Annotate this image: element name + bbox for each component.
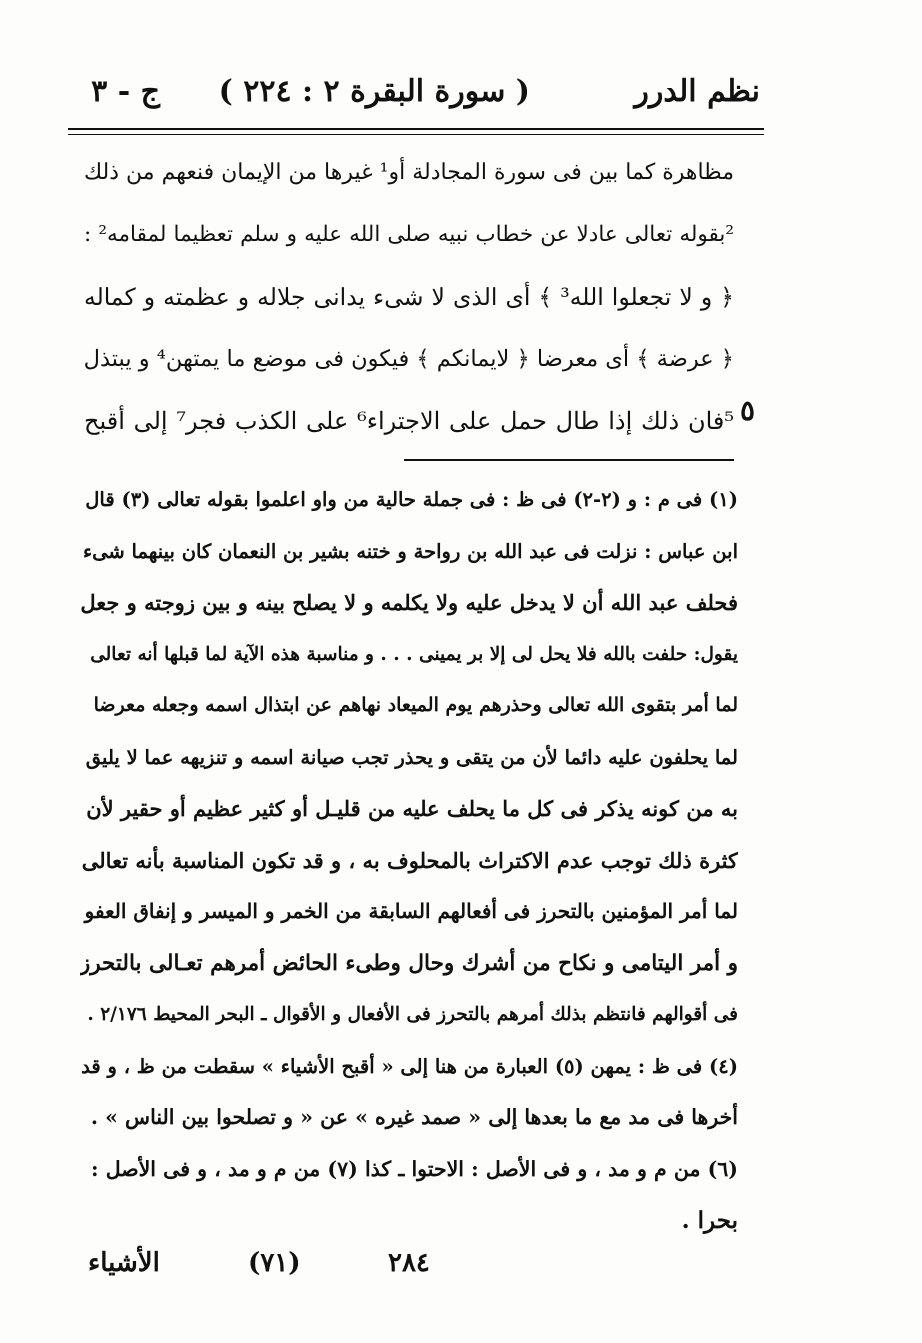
footnote-line: يقول: حلفت بالله فلا يحل لى إلا بر يمينى . . . و مناسبة هذه الآية لما قبلها أنه تعالى xyxy=(90,643,738,665)
footnote-line: فى أقوالهم فانتظم بذلك أمرهم بالتحرز فى الأفعال و الأقوال ـ البحر المحيط ٢/١٧٦ . xyxy=(87,1004,738,1025)
footnote-line: بحرا . xyxy=(681,1207,738,1234)
footnote-line: فحلف عبد الله أن لا يدخل عليه ولا يكلمه و لا يصلح بينه و بين زوجته و جعل xyxy=(80,590,738,615)
main-line: ﴿ و لا تجعلوا الله³ ﴾ أى الذى لا شىء يدانى جلاله و عظمته و كماله xyxy=(84,283,734,311)
footnote-line: لما يحلفون عليه دائما لأن من يتقى و يحذر تجب صيانة اسمه و تنزيهه عما لا يليق xyxy=(85,745,738,769)
footnote-line: لما أمر المؤمنين بالتحرز فى أفعالهم السابقة من الخمر و الميسر و إنفاق العفو xyxy=(84,899,738,923)
catchword: الأشياء xyxy=(88,1248,160,1278)
main-text xyxy=(84,142,734,452)
header-rule xyxy=(68,128,764,130)
main-line: ﴿ عرضة ﴾ أى معرضا ﴿ لايمانكم ﴾ فيكون فى موضع ما يمتهن⁴ و يبتذل xyxy=(83,346,734,372)
header-rule-thin xyxy=(68,134,764,135)
footnote-line: ابن عباس : نزلت فى عبد الله بن رواحة و ختنه بشير بن النعمان كان بينهما شىء xyxy=(82,539,738,563)
footnote-line: به من كونه يذكر فى كل ما يحلف عليه من قليـل أو كثير عظيم أو حقير لأن xyxy=(86,796,738,821)
footnote-line: (٤) فى ظ : يمهن (٥) العبارة من هنا إلى « أقبح الأشياء » سقطت من ظ ، و قد xyxy=(81,1054,738,1078)
page-footer xyxy=(80,1248,730,1288)
footnote-separator xyxy=(404,459,734,461)
book-title: نظم الدرر xyxy=(634,74,760,109)
page-number: ٢٨٤ xyxy=(388,1248,430,1278)
footnote-line: (٦) من م و مد ، و فى الأصل : الاحتوا ـ كذا (٧) من م و مد ، و فى الأصل : xyxy=(90,1156,738,1181)
footnote-line: لما أمر بتقوى الله تعالى وحذرهم يوم الميعاد نهاهم عن ابتذال اسمه وجعله معرضا xyxy=(93,694,738,716)
footnotes xyxy=(80,474,738,1247)
main-line: ⁵فان ذلك إذا طال حمل على الاجتراء⁶ على الكذب فجر⁷ إلى أقبح xyxy=(84,407,734,435)
line-number: ٥ xyxy=(740,394,756,427)
footnote-line: أخرها فى مد مع ما بعدها إلى « صمد غيره » عن « و تصلحوا بين الناس » . xyxy=(90,1105,738,1129)
surah-reference: ( سورة البقرة ٢ : ٢٢٤ ) xyxy=(218,74,530,109)
main-line: مظاهرة كما بين فى سورة المجادلة أو¹ غيرها من الإيمان فنعهم من ذلك xyxy=(84,160,735,185)
signature-mark: (٧١) xyxy=(248,1248,301,1278)
running-header xyxy=(70,74,760,124)
footnote-line: و أمر اليتامى و نكاح من أشرك وحال وطىء الحائض أمرهم تعـالى بالتحرز xyxy=(80,950,738,976)
part-number: ج - ٣ xyxy=(91,74,160,109)
main-line: ²بقوله تعالى عادلا عن خطاب نبيه صلى الله عليه و سلم تعظيما لمقامه² : xyxy=(84,222,734,247)
footnote-line: كثرة ذلك توجب عدم الاكتراث بالمحلوف به ، و قد تكون المناسبة بأنه تعالى xyxy=(81,847,738,873)
footnote-line: (١) فى م : و (٢-٢) فى ظ : فى جملة حالية من واو اعلموا بقوله تعالى (٣) قال xyxy=(85,488,738,511)
